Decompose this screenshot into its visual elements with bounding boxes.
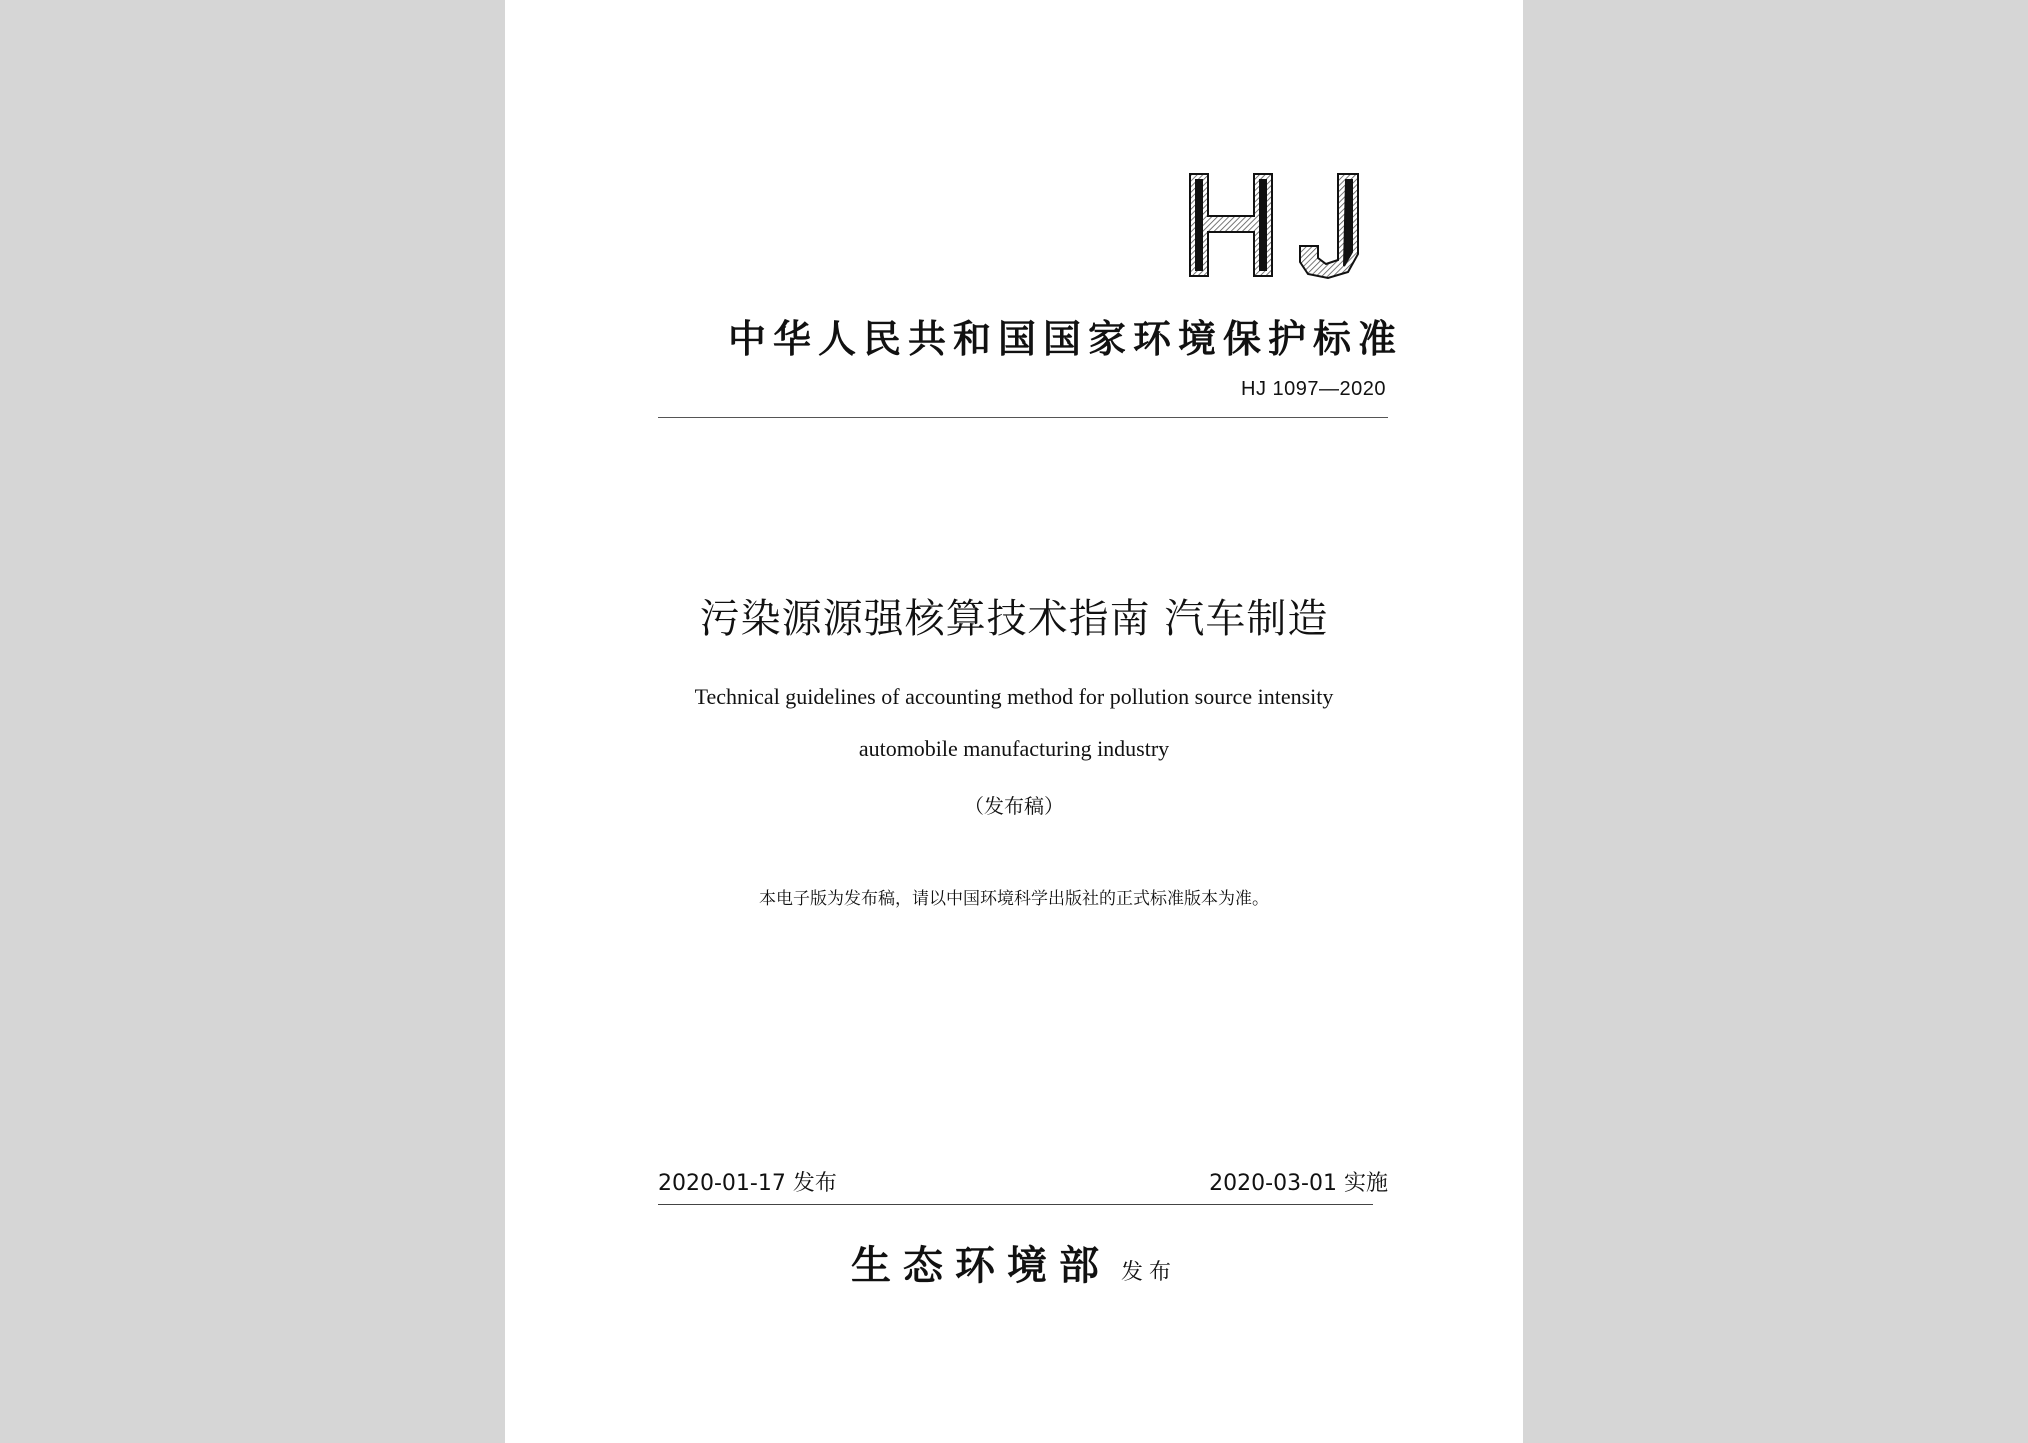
document-page (505, 0, 1523, 1443)
implementation-date: 2020-03-01 实施 (1209, 1171, 1388, 1196)
document-title-en-line1: Technical guidelines of accounting method for pollution source intensity (694, 684, 1334, 709)
draft-tag: （发布稿） (964, 794, 1064, 818)
document-title-cn: 污染源源强核算技术指南 汽车制造 (699, 596, 1329, 642)
issuer-name: 生态环境部 (850, 1242, 1111, 1289)
issuer-action: 发布 (1120, 1260, 1177, 1285)
standard-type-title: 中华人民共和国国家环境保护标准 (727, 317, 1403, 361)
issuer (505, 1234, 1523, 1291)
top-divider (658, 417, 1388, 418)
issue-date: 2020-01-17 发布 (658, 1171, 837, 1196)
standard-code: HJ 1097—2020 (1241, 378, 1386, 400)
hj-logo-icon (1188, 172, 1374, 280)
bottom-divider (658, 1204, 1373, 1205)
document-title-en-line2: automobile manufacturing industry (858, 736, 1170, 761)
electronic-version-notice: 本电子版为发布稿，请以中国环境科学出版社的正式标准版本为准。 (759, 889, 1269, 909)
